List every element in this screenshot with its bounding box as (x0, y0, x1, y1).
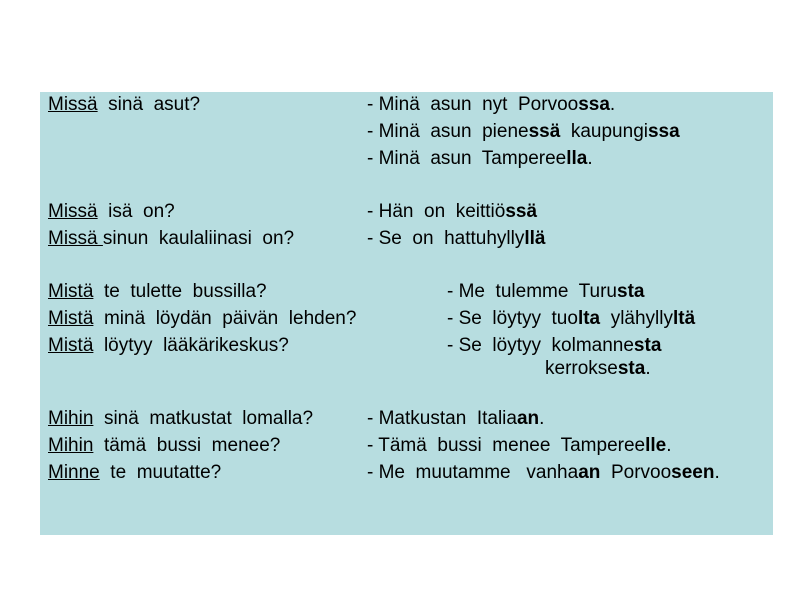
question-line (48, 199, 175, 225)
case-ending: lla (566, 148, 588, 169)
question-word: Mistä (48, 281, 94, 302)
text-segment: - Hän on keittiö (367, 201, 506, 222)
case-ending: seen (671, 462, 715, 483)
question-word: Missä (48, 201, 98, 222)
text-segment: - Minä asun nyt Porvoo (367, 94, 579, 115)
text-segment: - Se löytyy kolmanne (447, 335, 634, 356)
text-segment: sinä matkustat lomalla? (93, 408, 314, 429)
answer-line (367, 92, 615, 118)
case-ending: an (578, 462, 601, 483)
question-word: Mistä (48, 308, 94, 329)
text-segment: löytyy lääkärikeskus? (93, 335, 289, 356)
text-segment: - Se löytyy tuo (447, 308, 578, 329)
question-word: Mihin (48, 435, 94, 456)
answer-line (447, 279, 644, 305)
case-ending: sta (617, 281, 645, 302)
answer-line (367, 226, 546, 252)
answer-line (367, 199, 537, 225)
case-ending: ssa (578, 94, 610, 115)
text-segment: sinun kaulaliinasi on? (102, 228, 295, 249)
text-segment: sinä asut? (97, 94, 201, 115)
text-segment: minä löydän päivän lehden? (93, 308, 357, 329)
text-segment: te muutatte? (99, 462, 222, 483)
answer-line (367, 433, 672, 459)
answer-line (545, 356, 651, 382)
text-segment: . (645, 358, 651, 379)
case-ending: ssa (647, 121, 680, 142)
question-word: Missä (48, 94, 98, 115)
grammar-panel (40, 92, 773, 535)
case-ending: ltä (673, 308, 696, 329)
text-segment: ylähylly (600, 308, 673, 329)
case-ending: sta (617, 358, 646, 379)
case-ending: sta (633, 335, 662, 356)
question-line (48, 279, 267, 305)
case-ending: ssä (505, 201, 538, 222)
text-segment: . (587, 148, 593, 169)
answer-line (367, 146, 593, 172)
case-ending: lta (577, 308, 601, 329)
answer-line (367, 406, 544, 432)
text-segment: - Minä asun Tamperee (367, 148, 567, 169)
text-segment: . (609, 94, 616, 115)
case-ending: llä (524, 228, 546, 249)
case-ending: lle (645, 435, 667, 456)
answer-line (367, 119, 680, 145)
question-line (48, 306, 356, 332)
question-line (48, 433, 280, 459)
answer-line (367, 460, 720, 486)
question-line (48, 406, 313, 432)
text-segment: kaupungi (560, 121, 648, 142)
text-segment: - Se on hattuhylly (367, 228, 525, 249)
question-word: Mistä (48, 335, 94, 356)
question-line (48, 92, 200, 118)
question-word: Missä (48, 228, 103, 249)
text-segment: - Me tulemme Turu (447, 281, 617, 302)
answer-line (447, 306, 695, 332)
question-word: Mihin (48, 408, 94, 429)
text-segment: Porvoo (600, 462, 672, 483)
text-segment: kerrokse (545, 358, 618, 379)
text-segment: isä on? (97, 201, 175, 222)
case-ending: an (516, 408, 540, 429)
text-segment: - Matkustan Italia (367, 408, 517, 429)
text-segment: te tulette bussilla? (93, 281, 267, 302)
question-line (48, 333, 289, 359)
text-segment: . (714, 462, 720, 483)
case-ending: ssä (528, 121, 561, 142)
text-segment: tämä bussi menee? (93, 435, 281, 456)
question-line (48, 460, 221, 486)
text-segment: . (539, 408, 545, 429)
text-segment: - Me muutamme vanha (367, 462, 579, 483)
question-word: Minne (48, 462, 100, 483)
text-segment: - Minä asun piene (367, 121, 529, 142)
text-segment: . (666, 435, 672, 456)
text-segment: - Tämä bussi menee Tamperee (367, 435, 646, 456)
question-line (48, 226, 294, 252)
